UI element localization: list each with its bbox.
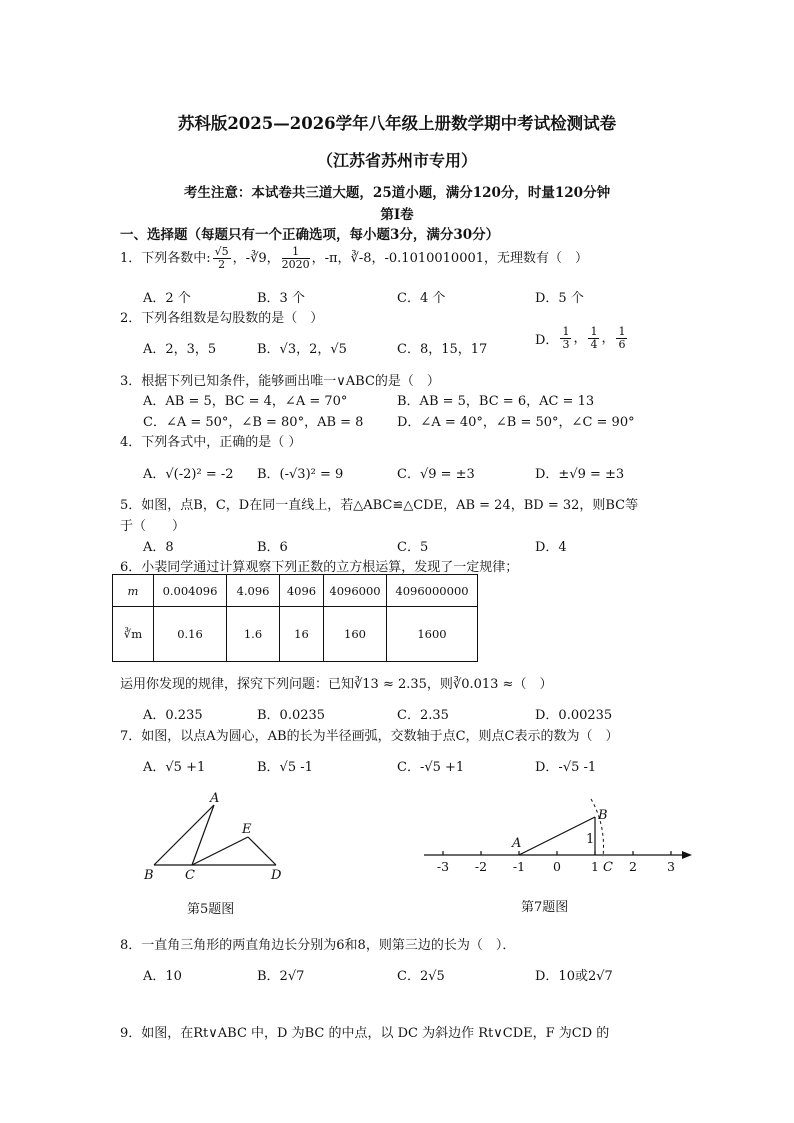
tick-label: 2 (629, 859, 637, 874)
q3-option-a[interactable]: A．AB = 5，BC = 4，∠A = 70° (143, 394, 348, 409)
q1-option-a[interactable]: A．2 个 (143, 291, 191, 306)
table-cell: 4096000 (324, 575, 387, 607)
table-header-m: m (113, 575, 154, 607)
section-heading: 一、选择题（每题只有一个正确选项，每小题3分，满分30分） (120, 227, 500, 243)
tick-label: 1 (591, 859, 599, 874)
question-5-stem-line2: 于（ ） (120, 519, 186, 534)
table-cell: 0.004096 (154, 575, 227, 607)
table-header-cbrt: ∛m (113, 607, 154, 662)
figure-q7 (420, 795, 700, 880)
table-cell: 1.6 (227, 607, 280, 662)
table-cell: 16 (280, 607, 324, 662)
exam-subtitle: （江苏省苏州市专用） (316, 151, 477, 170)
q8-option-b[interactable]: B．2√7 (257, 969, 305, 984)
point-label-b: B (144, 868, 154, 883)
point-label-a: A (512, 836, 522, 851)
q2-option-a[interactable]: A．2，3，5 (143, 342, 217, 357)
figure-q5-caption: 第5题图 (187, 902, 235, 917)
point-label-a: A (210, 791, 220, 806)
table-cell: 160 (324, 607, 387, 662)
question-2-stem: 2．下列各组数是勾股数的是（ ） (120, 311, 324, 326)
fraction: $\frac{1}{6}$ (618, 325, 626, 351)
q5-option-c[interactable]: C．5 (397, 540, 429, 555)
arrow-icon (682, 851, 692, 859)
figure-q5 (140, 785, 300, 885)
q3-option-d[interactable]: D．∠A = 40°，∠B = 50°，∠C = 90° (397, 415, 635, 430)
segment-ed (248, 837, 276, 865)
question-6-stem: 6．小裴同学通过计算观察下列正数的立方根运算，发现了一定规律； (120, 560, 519, 575)
point-label-d: D (271, 868, 282, 883)
question-8-stem: 8．一直角三角形的两直角边长分别为6和8，则第三边的长为（ ）． (120, 938, 516, 953)
tick-label: -3 (436, 859, 450, 874)
q1-option-b[interactable]: B．3 个 (257, 291, 305, 306)
question-7-stem: 7．如图，以点A为圆心，AB的长为半径画弧，交数轴于点C，则点C表示的数为（ ） (120, 729, 619, 744)
fraction: $\frac{√5}{2}$ (214, 245, 229, 271)
point-label-c: C (185, 868, 195, 883)
table-cell: 1600 (387, 607, 478, 662)
table-cell: 4096000000 (387, 575, 478, 607)
q4-option-a[interactable]: A．√(-2)² = -2 (143, 467, 234, 482)
question-1-stem: 1．下列各数中: $\frac{√5}{2}$ ，-∛9， $\frac{1}{2020}$ ，-π，∛-8，-0.1010010001，无理数有（ ） (120, 245, 589, 271)
table-cell: 4096 (280, 575, 324, 607)
segment-ab (519, 817, 595, 855)
point-label-e: E (242, 822, 252, 837)
q6-option-a[interactable]: A．0.235 (143, 708, 203, 723)
exam-notice: 考生注意：本试卷共三道大题，25道小题，满分120分，时量120分钟 (183, 185, 611, 201)
q2-option-b[interactable]: B．√3，2，√5 (257, 342, 347, 357)
table-row (113, 607, 478, 662)
q6-option-b[interactable]: B．0.0235 (257, 708, 326, 723)
q5-option-a[interactable]: A．8 (143, 540, 174, 555)
question-3-stem: 3．根据下列已知条件，能够画出唯一∨ABC的是（ ） (120, 374, 440, 389)
q4-option-c[interactable]: C．√9 = ±3 (397, 467, 475, 482)
fraction: $\frac{1}{3}$ (562, 325, 570, 351)
fraction: $\frac{1}{4}$ (590, 325, 598, 351)
question-5-stem-line1: 5．如图，点B，C，D在同一直线上，若△ABC≌△CDE，AB = 24，BD = 32，则BC等 (120, 498, 639, 513)
segment-ba (154, 805, 214, 865)
tick-label: -2 (474, 859, 488, 874)
q7-option-a[interactable]: A．√5 +1 (143, 760, 206, 775)
q3-option-c[interactable]: C．∠A = 50°，∠B = 80°，AB = 8 (143, 415, 364, 430)
q6-option-c[interactable]: C．2.35 (397, 708, 449, 723)
q1-option-c[interactable]: C．4 个 (397, 291, 446, 306)
q7-option-b[interactable]: B．√5 -1 (257, 760, 313, 775)
q7-option-c[interactable]: C．-√5 +1 (397, 760, 465, 775)
q5-option-b[interactable]: B．6 (257, 540, 288, 555)
q4-option-d[interactable]: D．±√9 = ±3 (535, 467, 625, 482)
tick-label: -1 (512, 859, 526, 874)
q1-option-d[interactable]: D．5 个 (535, 291, 584, 306)
q6-option-d[interactable]: D．0.00235 (535, 708, 613, 723)
part-heading: 第Ⅰ卷 (380, 207, 414, 223)
point-label-b: B (598, 808, 608, 823)
tick-label: 3 (667, 859, 675, 874)
tick-label: 0 (553, 859, 561, 874)
q8-option-a[interactable]: A．10 (143, 969, 182, 984)
figure-q7-caption: 第7题图 (521, 900, 569, 915)
point-label-c: C (603, 860, 613, 875)
table-row (113, 575, 478, 607)
table-cell: 0.16 (154, 607, 227, 662)
table-cell: 4.096 (227, 575, 280, 607)
q2-option-c[interactable]: C．8，15，17 (397, 342, 488, 357)
question-9-stem: 9．如图，在Rt∨ABC 中，D 为BC 的中点，以 DC 为斜边作 Rt∨CDE，F 为CD 的 (120, 1026, 610, 1041)
q8-option-d[interactable]: D．10或2√7 (535, 969, 613, 984)
q2-option-d[interactable]: D． $\frac{1}{3}$ ， $\frac{1}{4}$ ， $\frac{1}{6}$ (535, 325, 626, 351)
fraction: $\frac{1}{2020}$ (281, 245, 310, 271)
q4-option-b[interactable]: B．(-√3)² = 9 (257, 467, 344, 482)
q3-option-b[interactable]: B．AB = 5，BC = 6，AC = 13 (397, 394, 595, 409)
question-6-follow: 运用你发现的规律，探究下列问题：已知∛13 ≈ 2.35，则∛0.013 ≈（ ） (120, 677, 553, 692)
side-label-one: 1 (586, 832, 595, 847)
question-4-stem: 4．下列各式中，正确的是（ ） (120, 435, 302, 450)
cube-root-table (112, 574, 478, 662)
q8-option-c[interactable]: C．2√5 (397, 969, 445, 984)
exam-title: 苏科版2025—2026学年八年级上册数学期中考试检测试卷 (177, 114, 617, 133)
q5-option-d[interactable]: D．4 (535, 540, 567, 555)
q7-option-d[interactable]: D．-√5 -1 (535, 760, 597, 775)
